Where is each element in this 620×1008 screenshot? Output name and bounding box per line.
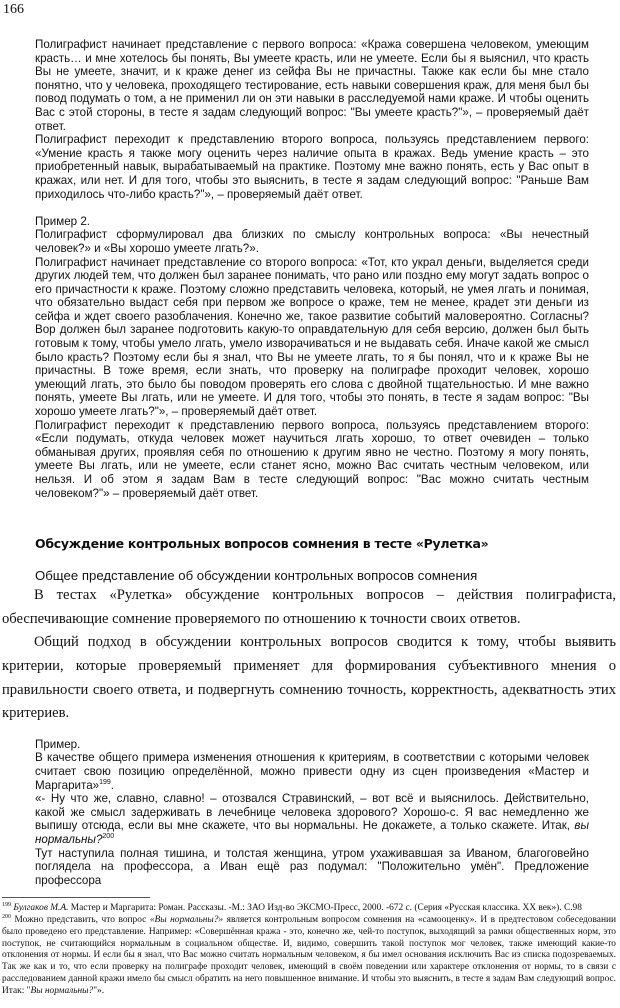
paragraph: Полиграфист начинает представление с первого вопроса: «Кража совершена человеком, умеющим красть… и мне хотелось бы понять, Вы умеете красть, или не умеете. Если бы я выяснил, что красть Вы не умеете, значит, и к краже денег из сейфа Вы не причастны. Также как если бы мне стало понятно, что у человека, проходящего тестирование, есть навыки совершения краж, для меня был бы повод подумать о том, а не применил ли он эти навыки в расследуемой нами краже. И чтобы оценить Вас с этой стороны, в тесте я задам следующий вопрос: "Вы умеете красть?"», – проверяемый даёт ответ.	[35, 38, 589, 133]
text: Мастер и Маргарита: Роман. Рассказы. -М.: ЗАО Изд-во ЭКСМО-Пресс, 2000. -672 с. (Серия «Русская классика. XX век»). С.98	[68, 903, 582, 914]
text: является контрольным вопросом сомнения на «самооценку». И в предтестовом собеседовании было проведено его представление. Например: «Совершённая кража - это, конечно же, чей-то поступок, выходящий за рамки общественных норм, это поступок, не считающийся нормальным в социальном обществе. И, видимо, совершить такой поступок мог человек, также имеющий какие-то отклонения от нормы. И если бы я знал, что Вас можно считать нормальным человеком, я бы имел основания исключить Вас из списка подозреваемых. Так же как и то, что если проверку на полиграфе проходит человек, имеющий в своём поведении или характере отклонения от нормы, то в связи с расследованием данной кражи имело бы смысл обратить на него повышенное внимание. И чтобы это выяснить, в тесте я задам Вам следующий вопрос. Итак: "	[2, 915, 616, 996]
page-number: 166	[3, 2, 24, 17]
paragraph: Полиграфист начинает представление со второго вопроса: «Тот, кто украл деньги, выделяется среди других людей тем, что должен был заранее понимать, что рано или поздно ему могут задать вопрос о его причастности к краже. Поэтому сложно представить человека, который, не умея лгать и понимая, что обязательно выдаст себя при первом же вопросе о краже, тем не менее, крадет эти деньги из сейфа и ждет своего разоблачения. Конечно же, такое развитие событий маловероятно. Согласны? Вор должен был заранее подготовить какую-то оправдательную для себя версию, должен был быть готовым к тому, чтобы умело лгать, умело изворачиваться и не выдавать себя. Иначе какой же смысл было красть? Поэтому если бы я знал, что Вы не умеете лгать, то я бы понял, что и к краже Вы не причастны. В тоже время, если знать, что проверку на полиграфе проходит человек, хорошо умеющий лгать, это было бы поводом проверять его слова с двойной тщательностью. И мне важно понять, умеете Вы лгать, или не умеете. И для того, чтобы это понять, в тесте я задам вопрос: "Вы хорошо умеете лгать?"», – проверяемый даёт ответ.	[35, 255, 589, 419]
paragraph	[35, 751, 589, 792]
paragraph: Общий подход в обсуждении контрольных вопросов сводится к тому, чтобы выявить критерии, которые проверяемый применяет для формирования субъективного мнения о правильности своего ответа, и подвергнуть сомнению точность, корректность, адекватность этих критериев.	[2, 634, 616, 722]
footnote-number: 199	[2, 902, 11, 909]
footnote-199	[2, 903, 616, 915]
example-block	[35, 738, 589, 888]
footnote-200	[2, 915, 616, 998]
italic-text: вы нормальны?	[35, 819, 589, 846]
paragraph: Полиграфист переходит к представлению первого вопроса, пользуясь представлением второго: «Если подумать, откуда человек может научиться лгать хорошо, то ответ очевиден – только обманывая других, проявляя себя по отношению к другим явно не честно. Поэтому я могу понять, умеете Вы лгать, или не умеете, если станет ясно, можно Вас считать честным человеком, или нельзя. И об этом я задам Вам в тесте следующий вопрос: "Вас можно считать честным человеком?"» – проверяемый даёт ответ.	[35, 418, 589, 500]
italic-text: Вы нормальны?	[30, 985, 94, 996]
footnote-number: 200	[2, 913, 11, 920]
italic-text: «Вы нормальны?»	[149, 915, 224, 926]
text: "».	[93, 985, 105, 996]
text: В качестве общего примера изменения отношения к критериям, в соответствии с которыми человек считает свою позицию определённой, можно привести одну из сцен произведения «Мастер и Маргарита»	[35, 751, 589, 792]
example-text-block	[35, 38, 589, 500]
subsection-heading: Общее представление об обсуждении контрольных вопросов сомнения	[35, 568, 478, 584]
paragraph: Тут наступила полная тишина, и толстая женщина, утром ухаживавшая за Иваном, благоговейно поглядела на профессора, а Иван ещё раз подумал: "Положительно умён". Предложение профессора	[35, 846, 589, 887]
paragraph: Полиграфист сформулировал два близких по смыслу контрольных вопроса: «Вы нечестный человек?» и «Вы хорошо умеете лгать?».	[35, 228, 589, 255]
text: .	[110, 778, 115, 792]
section-heading: Обсуждение контрольных вопросов сомнения в тесте «Рулетка»	[35, 536, 489, 552]
example-title: Пример 2.	[35, 214, 91, 228]
footnote-ref[interactable]: 200	[102, 833, 115, 841]
paragraph: В тестах «Рулетка» обсуждение контрольных вопросов – действия полиграфиста, обеспечивающие сомнение проверяемого по отношению к точности своих ответов.	[2, 587, 616, 627]
section-body	[2, 584, 616, 726]
author: Булгаков М.А.	[13, 903, 69, 914]
paragraph: Полиграфист переходит к представлению второго вопроса, пользуясь представлением первого: «Умение красть я также могу оценить через наличие опыта в кражах. Ведь умение красть – это приобретенный навык, вырабатываемый на практике. Поэтому мне важно понять, есть у Вас опыт в кражах, или нет. И для того, чтобы это выяснить, в тесте я задам следующий вопрос: "Раньше Вам приходилось что-либо красть?"», – проверяемый даёт ответ.	[35, 133, 589, 201]
example-title: Пример.	[35, 737, 81, 751]
paragraph	[35, 792, 589, 846]
footnotes	[2, 903, 616, 997]
text: Можно представить, что вопрос	[11, 915, 150, 926]
footnote-divider	[2, 897, 150, 898]
footnote-ref[interactable]: 199	[99, 778, 111, 786]
text: «- Ну что же, славно, славно! – отозвался Стравинский, – вот всё и выяснилось. Действительно, какой же смысл задерживать в лечебнице человека здорового? Хорошо-с. Я вас немедленно же выпишу отсюда, если вы мне скажете, что вы нормальны. Не докажете, а только скажете. Итак,	[35, 792, 589, 833]
